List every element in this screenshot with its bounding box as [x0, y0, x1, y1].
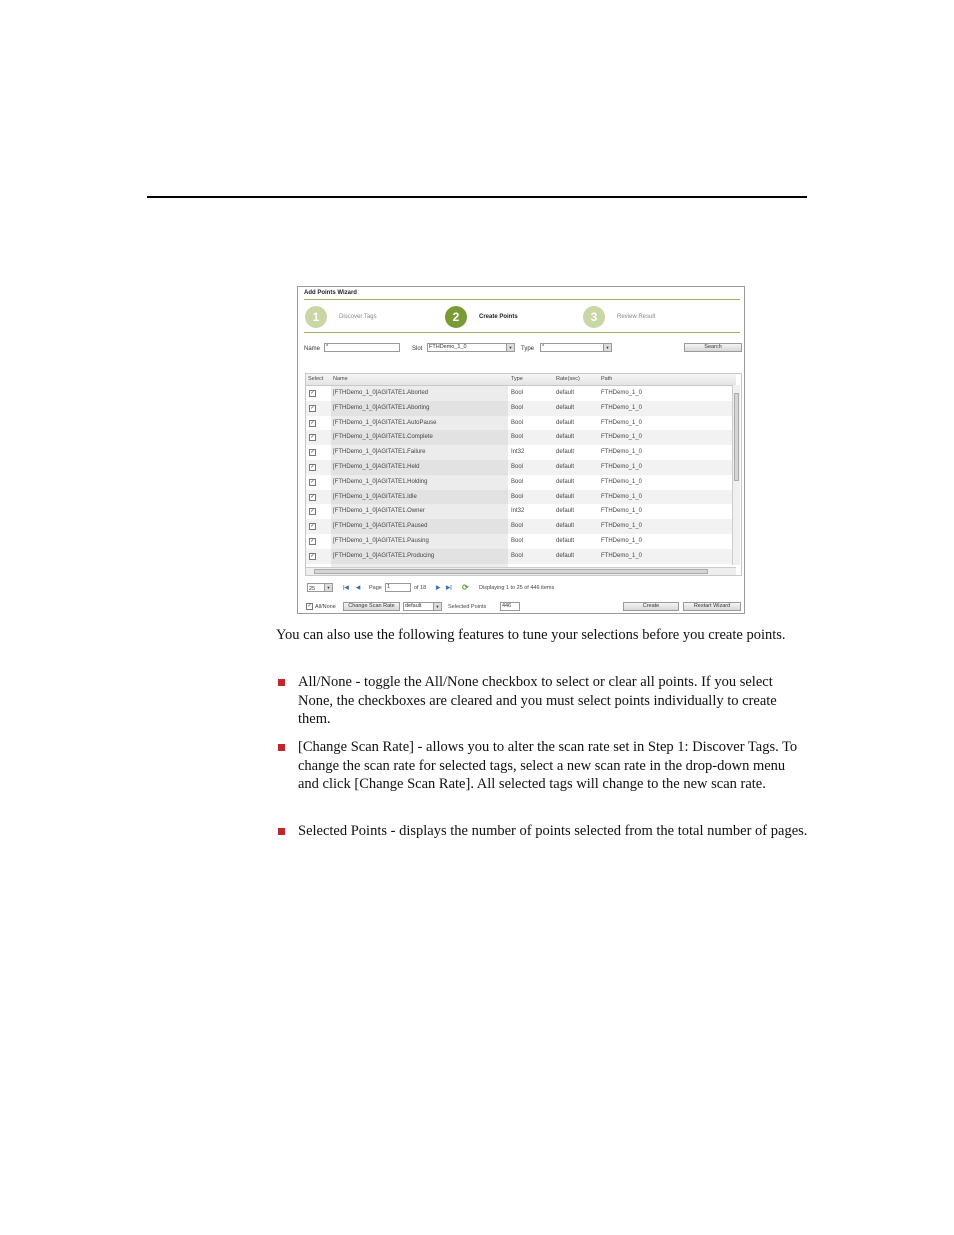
wizard-divider: [304, 299, 740, 300]
row-rate: default: [556, 508, 575, 515]
last-page-icon[interactable]: ▶|: [446, 585, 452, 591]
allnone-checkbox[interactable]: ✓: [307, 603, 312, 609]
row-rate: default: [556, 464, 575, 470]
create-button[interactable]: Create: [623, 602, 679, 611]
row-path: FTHDemo_1_0: [601, 449, 643, 456]
horizontal-scrollbar[interactable]: [306, 567, 736, 575]
row-path: FTHDemo_1_0: [601, 552, 643, 559]
scroll-thumb[interactable]: [734, 393, 739, 481]
table-row[interactable]: [306, 386, 736, 401]
chevron-down-icon: ▼: [603, 344, 611, 351]
row-path: FTHDemo_1_0: [601, 523, 643, 530]
type-label: Type: [521, 346, 535, 352]
header-rule: [147, 196, 807, 198]
table-row[interactable]: [306, 416, 736, 431]
col-name[interactable]: Name: [333, 376, 348, 382]
table-row[interactable]: [306, 534, 736, 549]
selected-points-value: 446: [500, 602, 520, 611]
bullet-text: [Change Scan Rate] - allows you to alter the scan rate set in Step 1: Discover Tags. To change the scan rate for selected tags, select a new scan rate in the drop-down menu and click [Change Scan Rate]. All selected tags will change to the new scan rate.: [298, 739, 798, 793]
row-rate: default: [556, 390, 575, 396]
chevron-down-icon: ▼: [433, 603, 441, 610]
vertical-scrollbar[interactable]: [732, 385, 740, 565]
points-grid: [305, 373, 742, 576]
step-number-badge: 2: [445, 306, 467, 328]
row-type: Bool: [511, 434, 524, 441]
row-name: [FTHDemo_1_0]AGITATE1.Failure: [333, 449, 426, 456]
row-path: FTHDemo_1_0: [601, 538, 643, 544]
grid-header: [306, 374, 736, 386]
step-review-result[interactable]: [583, 306, 655, 328]
row-name: [FTHDemo_1_0]AGITATE1.Aborting: [333, 404, 430, 411]
type-dropdown[interactable]: [540, 343, 612, 352]
bullet-square-icon: [278, 679, 285, 686]
row-type: Bool: [511, 478, 524, 485]
row-type: Bool: [511, 419, 524, 426]
page-size-dropdown[interactable]: [307, 583, 333, 592]
row-rate: default: [556, 523, 575, 530]
slot-dropdown[interactable]: [427, 343, 515, 352]
allnone-label: All/None: [315, 604, 336, 610]
table-row[interactable]: [306, 430, 736, 445]
row-rate: default: [556, 419, 575, 426]
row-type: Bool: [511, 493, 524, 500]
row-type: Int32: [511, 508, 525, 515]
table-row[interactable]: [306, 475, 736, 490]
row-type: Bool: [511, 464, 524, 470]
row-select-checkbox[interactable]: ✓: [310, 523, 315, 530]
refresh-icon[interactable]: ⟳: [462, 583, 469, 592]
row-select-checkbox[interactable]: ✓: [310, 434, 315, 441]
page-label: Page: [369, 585, 382, 591]
wizard-divider: [304, 332, 740, 333]
row-select-checkbox[interactable]: ✓: [310, 390, 315, 396]
next-page-icon[interactable]: ▶: [436, 585, 441, 591]
wizard-footer: [305, 602, 742, 612]
wizard-title: Add Points Wizard: [304, 290, 357, 296]
scan-rate-value: default: [405, 603, 422, 609]
row-select-checkbox[interactable]: ✓: [310, 419, 315, 426]
row-path: FTHDemo_1_0: [601, 493, 643, 500]
table-row[interactable]: [306, 490, 736, 505]
page-size-value: 25: [309, 586, 316, 592]
row-rate: default: [556, 404, 575, 411]
name-label: Name: [304, 346, 321, 352]
chevron-down-icon: ▼: [324, 584, 332, 591]
row-type: Bool: [511, 538, 524, 544]
prev-page-icon[interactable]: ◀: [356, 585, 361, 591]
row-name: [FTHDemo_1_0]AGITATE1.AutoPause: [333, 419, 437, 426]
row-select-checkbox[interactable]: ✓: [310, 508, 315, 515]
step-number-badge: 1: [305, 306, 327, 328]
row-rate: default: [556, 552, 575, 559]
scroll-thumb[interactable]: [314, 569, 708, 574]
row-path: FTHDemo_1_0: [601, 508, 643, 515]
col-path[interactable]: Path: [601, 376, 613, 382]
pagination-bar: [305, 583, 742, 593]
restart-wizard-button[interactable]: Restart Wizard: [683, 602, 741, 611]
table-row[interactable]: [306, 549, 736, 564]
page-count: of 18: [414, 585, 427, 591]
col-select[interactable]: Select: [308, 376, 324, 382]
row-select-checkbox[interactable]: ✓: [310, 449, 315, 456]
row-type: Bool: [511, 552, 524, 559]
row-name: [FTHDemo_1_0]AGITATE1.Pausing: [333, 538, 429, 544]
intro-paragraph: You can also use the following features to tune your selections before you create points.: [276, 627, 786, 643]
table-row[interactable]: [306, 445, 736, 460]
row-type: Bool: [511, 404, 524, 411]
col-rate[interactable]: Rate(sec): [556, 376, 580, 382]
row-name: [FTHDemo_1_0]AGITATE1.Paused: [333, 523, 428, 530]
selected-points-label: Selected Points: [448, 604, 487, 610]
slot-label: Slot: [412, 346, 423, 352]
row-select-checkbox[interactable]: ✓: [310, 493, 315, 500]
row-rate: default: [556, 449, 575, 456]
slot-value: FTHDemo_1_0: [429, 344, 467, 350]
name-filter-input[interactable]: *: [324, 343, 400, 352]
add-points-wizard-screenshot: [297, 286, 745, 614]
scan-rate-dropdown[interactable]: [403, 602, 442, 611]
row-select-checkbox[interactable]: ✓: [310, 552, 315, 559]
step-create-points[interactable]: [445, 306, 518, 328]
row-select-checkbox[interactable]: ✓: [310, 464, 315, 470]
bullet-square-icon: [278, 828, 285, 835]
step-label: Create Points: [479, 314, 518, 320]
col-type[interactable]: Type: [511, 376, 523, 382]
table-row[interactable]: [306, 401, 736, 416]
row-path: FTHDemo_1_0: [601, 478, 643, 485]
bullet-selected-points: [276, 822, 808, 841]
row-path: FTHDemo_1_0: [601, 464, 643, 470]
table-row[interactable]: [306, 460, 736, 475]
row-type: Int32: [511, 449, 525, 456]
row-name: [FTHDemo_1_0]AGITATE1.Held: [333, 464, 420, 470]
row-path: FTHDemo_1_0: [601, 434, 643, 441]
step-label: Review Result: [617, 314, 656, 320]
table-row[interactable]: [306, 504, 736, 519]
type-value: *: [542, 344, 545, 350]
row-name: [FTHDemo_1_0]AGITATE1.Producing: [333, 552, 435, 559]
row-type: Bool: [511, 390, 524, 396]
row-rate: default: [556, 493, 575, 500]
chevron-down-icon: ▼: [506, 344, 514, 351]
step-label: Discover Tags: [339, 314, 377, 320]
row-select-checkbox[interactable]: ✓: [310, 538, 315, 544]
step-number-badge: 3: [583, 306, 605, 328]
row-name: [FTHDemo_1_0]AGITATE1.Holding: [333, 478, 428, 485]
bullet-text: Selected Points - displays the number of points selected from the total number of pages.: [298, 823, 808, 839]
row-name: [FTHDemo_1_0]AGITATE1.Idle: [333, 493, 417, 500]
row-rate: default: [556, 538, 575, 544]
row-rate: default: [556, 434, 575, 441]
step-discover-tags[interactable]: [305, 306, 377, 328]
row-path: FTHDemo_1_0: [601, 419, 643, 426]
bullet-text: All/None - toggle the All/None checkbox to select or clear all points. If you select None, the checkboxes are cleared and you must select points individually to create them.: [298, 674, 777, 728]
search-button[interactable]: Search: [684, 343, 742, 352]
row-name: [FTHDemo_1_0]AGITATE1.Owner: [333, 508, 425, 515]
first-page-icon[interactable]: |◀: [343, 585, 349, 591]
bullet-square-icon: [278, 744, 285, 751]
row-rate: default: [556, 478, 575, 485]
bullet-allnone: [276, 673, 808, 729]
table-row[interactable]: [306, 519, 736, 534]
row-type: Bool: [511, 523, 524, 530]
page-number-input[interactable]: 1: [385, 583, 411, 592]
bullet-change-scan-rate: [276, 738, 808, 794]
row-path: FTHDemo_1_0: [601, 390, 643, 396]
row-path: FTHDemo_1_0: [601, 404, 643, 411]
row-name: [FTHDemo_1_0]AGITATE1.Aborted: [333, 390, 429, 396]
change-scan-rate-button[interactable]: Change Scan Rate: [343, 602, 400, 611]
row-select-checkbox[interactable]: ✓: [310, 478, 315, 485]
displaying-status: Displaying 1 to 25 of 446 items: [479, 585, 555, 591]
row-select-checkbox[interactable]: ✓: [310, 404, 315, 411]
row-name: [FTHDemo_1_0]AGITATE1.Complete: [333, 434, 433, 441]
